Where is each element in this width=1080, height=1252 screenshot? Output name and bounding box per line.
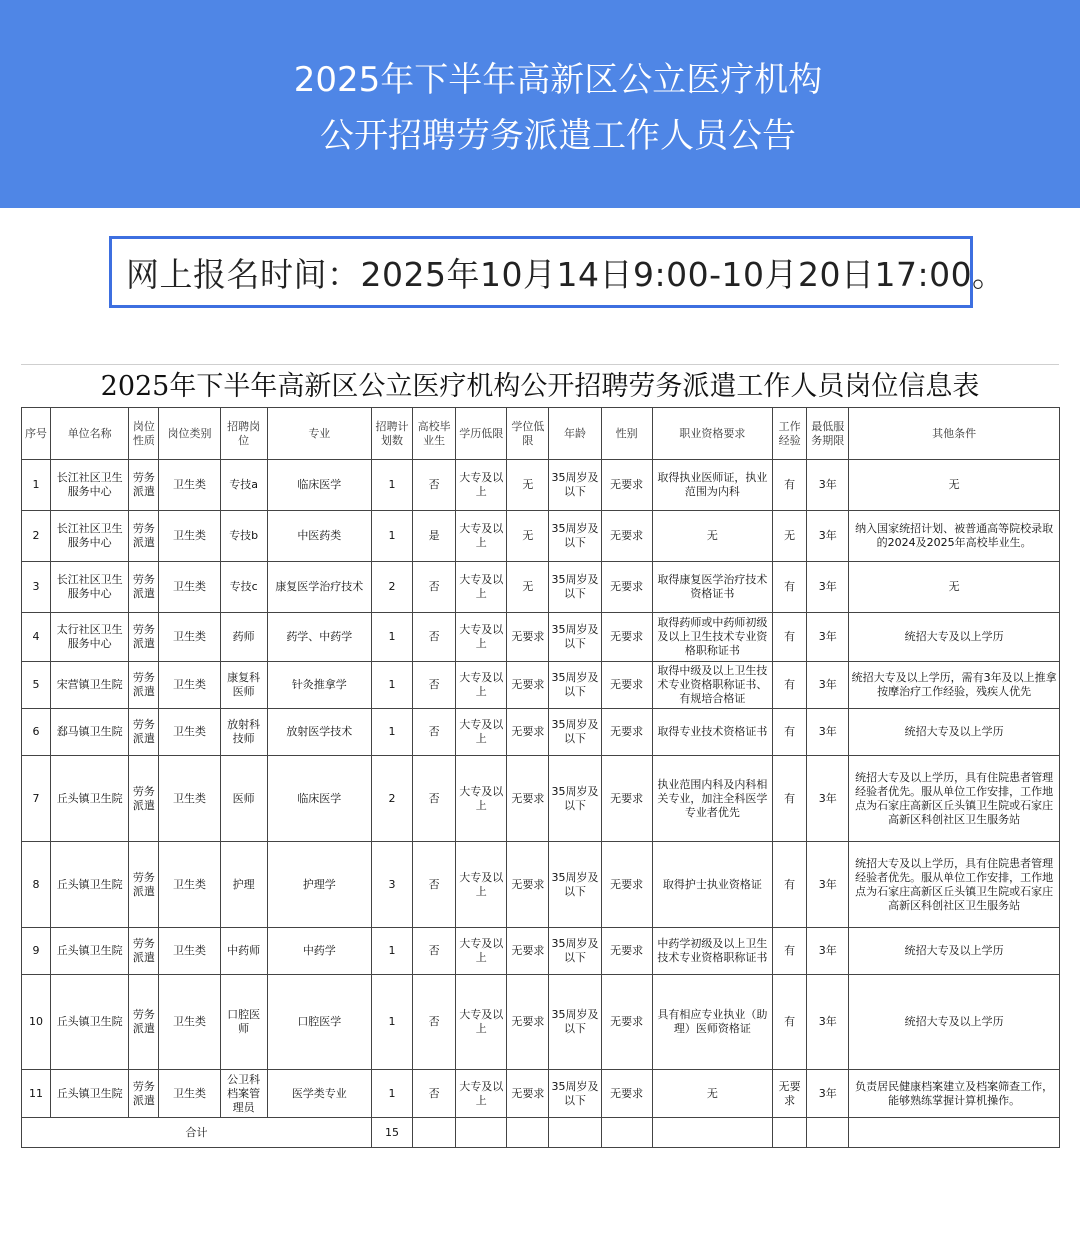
cell-education: 大专及以上 [456, 842, 507, 928]
cell-other: 统招大专及以上学历 [849, 613, 1060, 662]
cell-age: 35周岁及以下 [549, 511, 601, 562]
cell-age: 35周岁及以下 [549, 842, 601, 928]
cell-category: 卫生类 [159, 511, 220, 562]
header-cell: 工作经验 [773, 408, 807, 460]
cell-category: 卫生类 [159, 562, 220, 613]
cell-gender: 无要求 [601, 928, 652, 975]
cell-gender: 无要求 [601, 975, 652, 1070]
table-row [22, 928, 1060, 975]
registration-time-box [109, 236, 1006, 308]
table-row [22, 975, 1060, 1070]
cell-graduate: 否 [413, 756, 456, 842]
cell-major: 护理学 [267, 842, 371, 928]
cell-category: 卫生类 [159, 613, 220, 662]
table-cell [807, 1118, 849, 1148]
table-row [22, 613, 1060, 662]
cell-index: 7 [22, 756, 51, 842]
table-cell [413, 1118, 456, 1148]
cell-age: 35周岁及以下 [549, 562, 601, 613]
cell-gender: 无要求 [601, 613, 652, 662]
cell-position: 专技b [220, 511, 267, 562]
cell-unit: 丘头镇卫生院 [51, 928, 129, 975]
cell-graduate: 否 [413, 928, 456, 975]
cell-count: 3 [371, 842, 412, 928]
cell-graduate: 是 [413, 511, 456, 562]
cell-index: 2 [22, 511, 51, 562]
cell-age: 35周岁及以下 [549, 975, 601, 1070]
cell-category: 卫生类 [159, 1070, 220, 1118]
cell-category: 卫生类 [159, 928, 220, 975]
cell-qualification: 取得专业技术资格证书 [652, 709, 772, 756]
cell-degree: 无要求 [507, 842, 549, 928]
table-cell [456, 1118, 507, 1148]
cell-category: 卫生类 [159, 709, 220, 756]
cell-index: 3 [22, 562, 51, 613]
cell-index: 11 [22, 1070, 51, 1118]
header-cell: 高校毕业生 [413, 408, 456, 460]
cell-nature: 劳务派遣 [129, 709, 159, 756]
cell-experience: 无要求 [773, 1070, 807, 1118]
cell-degree: 无要求 [507, 1070, 549, 1118]
cell-service-term: 3年 [807, 662, 849, 709]
cell-count: 2 [371, 756, 412, 842]
cell-degree: 无 [507, 562, 549, 613]
cell-count: 1 [371, 709, 412, 756]
cell-gender: 无要求 [601, 511, 652, 562]
cell-index: 9 [22, 928, 51, 975]
cell-graduate: 否 [413, 842, 456, 928]
cell-position: 专技c [220, 562, 267, 613]
cell-major: 中医药类 [267, 511, 371, 562]
cell-experience: 无 [773, 511, 807, 562]
cell-graduate: 否 [413, 1070, 456, 1118]
cell-experience: 有 [773, 709, 807, 756]
cell-count: 1 [371, 975, 412, 1070]
cell-education: 大专及以上 [456, 709, 507, 756]
registration-time-text: 网上报名时间：2025年10月14日9:00-10月20日17:00。 [126, 254, 1006, 294]
cell-gender: 无要求 [601, 842, 652, 928]
header-cell: 性别 [601, 408, 652, 460]
cell-qualification: 取得护士执业资格证 [652, 842, 772, 928]
cell-position: 护理 [220, 842, 267, 928]
table-row [22, 562, 1060, 613]
cell-graduate: 否 [413, 709, 456, 756]
cell-graduate: 否 [413, 662, 456, 709]
cell-qualification: 中药学初级及以上卫生技术专业资格职称证书 [652, 928, 772, 975]
cell-service-term: 3年 [807, 842, 849, 928]
cell-service-term: 3年 [807, 613, 849, 662]
cell-other: 统招大专及以上学历，具有住院患者管理经验者优先。服从单位工作安排，工作地点为石家庄高新区丘头镇卫生院或石家庄高新区科创社区卫生服务站 [849, 842, 1060, 928]
cell-other: 统招大专及以上学历，需有3年及以上推拿按摩治疗工作经验，残疾人优先 [849, 662, 1060, 709]
cell-index: 10 [22, 975, 51, 1070]
cell-education: 大专及以上 [456, 928, 507, 975]
header-cell: 其他条件 [849, 408, 1060, 460]
header-cell: 职业资格要求 [652, 408, 772, 460]
cell-unit: 丘头镇卫生院 [51, 756, 129, 842]
cell-category: 卫生类 [159, 975, 220, 1070]
cell-unit: 长江社区卫生服务中心 [51, 562, 129, 613]
cell-unit: 丘头镇卫生院 [51, 975, 129, 1070]
cell-degree: 无 [507, 511, 549, 562]
cell-position: 专技a [220, 460, 267, 511]
cell-category: 卫生类 [159, 842, 220, 928]
cell-service-term: 3年 [807, 975, 849, 1070]
cell-index: 1 [22, 460, 51, 511]
cell-nature: 劳务派遣 [129, 975, 159, 1070]
cell-other: 统招大专及以上学历，具有住院患者管理经验者优先。服从单位工作安排，工作地点为石家庄高新区丘头镇卫生院或石家庄高新区科创社区卫生服务站 [849, 756, 1060, 842]
table-row [22, 709, 1060, 756]
cell-nature: 劳务派遣 [129, 511, 159, 562]
cell-major: 康复医学治疗技术 [267, 562, 371, 613]
table-row [22, 842, 1060, 928]
cell-category: 卫生类 [159, 756, 220, 842]
cell-qualification: 具有相应专业执业（助理）医师资格证 [652, 975, 772, 1070]
cell-education: 大专及以上 [456, 460, 507, 511]
cell-count: 1 [371, 662, 412, 709]
cell-degree: 无要求 [507, 709, 549, 756]
cell-age: 35周岁及以下 [549, 662, 601, 709]
cell-experience: 有 [773, 460, 807, 511]
cell-degree: 无要求 [507, 928, 549, 975]
cell-unit: 太行社区卫生服务中心 [51, 613, 129, 662]
cell-age: 35周岁及以下 [549, 613, 601, 662]
cell-nature: 劳务派遣 [129, 562, 159, 613]
cell-age: 35周岁及以下 [549, 756, 601, 842]
table-row [22, 511, 1060, 562]
cell-other: 统招大专及以上学历 [849, 709, 1060, 756]
cell-graduate: 否 [413, 975, 456, 1070]
cell-graduate: 否 [413, 460, 456, 511]
cell-major: 口腔医学 [267, 975, 371, 1070]
table-row [22, 756, 1060, 842]
header-cell: 年龄 [549, 408, 601, 460]
total-row [22, 1118, 1060, 1148]
cell-degree: 无要求 [507, 662, 549, 709]
cell-index: 6 [22, 709, 51, 756]
cell-unit: 宋营镇卫生院 [51, 662, 129, 709]
cell-other: 无 [849, 562, 1060, 613]
announcement-title [0, 52, 1080, 164]
cell-position: 公卫科档案管理员 [220, 1070, 267, 1118]
cell-major: 中药学 [267, 928, 371, 975]
total-label: 合计 [22, 1118, 372, 1148]
cell-service-term: 3年 [807, 928, 849, 975]
cell-major: 医学类专业 [267, 1070, 371, 1118]
cell-unit: 长江社区卫生服务中心 [51, 511, 129, 562]
header-cell: 岗位性质 [129, 408, 159, 460]
cell-index: 5 [22, 662, 51, 709]
cell-major: 临床医学 [267, 756, 371, 842]
header-cell: 学位低限 [507, 408, 549, 460]
announcement-title-line1: 2025年下半年高新区公立医疗机构 [293, 60, 823, 100]
cell-qualification: 无 [652, 1070, 772, 1118]
cell-education: 大专及以上 [456, 613, 507, 662]
cell-category: 卫生类 [159, 662, 220, 709]
cell-other: 纳入国家统招计划、被普通高等院校录取的2024及2025年高校毕业生。 [849, 511, 1060, 562]
cell-degree: 无要求 [507, 613, 549, 662]
cell-education: 大专及以上 [456, 756, 507, 842]
header-cell: 岗位类别 [159, 408, 220, 460]
positions-table [21, 407, 1060, 1148]
table-cell [549, 1118, 601, 1148]
cell-experience: 有 [773, 756, 807, 842]
cell-position: 药师 [220, 613, 267, 662]
cell-unit: 长江社区卫生服务中心 [51, 460, 129, 511]
cell-count: 1 [371, 1070, 412, 1118]
cell-major: 放射医学技术 [267, 709, 371, 756]
cell-gender: 无要求 [601, 709, 652, 756]
cell-nature: 劳务派遣 [129, 842, 159, 928]
cell-qualification: 取得药师或中药师初级及以上卫生技术专业资格职称证书 [652, 613, 772, 662]
cell-count: 1 [371, 511, 412, 562]
cell-education: 大专及以上 [456, 975, 507, 1070]
header-cell: 学历低限 [456, 408, 507, 460]
cell-unit: 郄马镇卫生院 [51, 709, 129, 756]
cell-experience: 有 [773, 842, 807, 928]
cell-nature: 劳务派遣 [129, 460, 159, 511]
cell-other: 负责居民健康档案建立及档案筛查工作，能够熟练掌握计算机操作。 [849, 1070, 1060, 1118]
table-cell [507, 1118, 549, 1148]
cell-experience: 有 [773, 975, 807, 1070]
announcement-title-line2: 公开招聘劳务派遣工作人员公告 [320, 116, 796, 156]
header-cell: 序号 [22, 408, 51, 460]
cell-count: 1 [371, 613, 412, 662]
cell-education: 大专及以上 [456, 1070, 507, 1118]
cell-nature: 劳务派遣 [129, 613, 159, 662]
header-cell: 招聘岗位 [220, 408, 267, 460]
table-cell [849, 1118, 1060, 1148]
cell-position: 中药师 [220, 928, 267, 975]
cell-service-term: 3年 [807, 511, 849, 562]
cell-index: 4 [22, 613, 51, 662]
header-cell: 单位名称 [51, 408, 129, 460]
header-cell: 最低服务期限 [807, 408, 849, 460]
cell-experience: 有 [773, 613, 807, 662]
cell-education: 大专及以上 [456, 562, 507, 613]
cell-index: 8 [22, 842, 51, 928]
cell-qualification: 执业范围内科及内科相关专业，加注全科医学专业者优先 [652, 756, 772, 842]
cell-education: 大专及以上 [456, 511, 507, 562]
cell-age: 35周岁及以下 [549, 460, 601, 511]
cell-service-term: 3年 [807, 756, 849, 842]
cell-nature: 劳务派遣 [129, 928, 159, 975]
cell-age: 35周岁及以下 [549, 1070, 601, 1118]
cell-position: 医师 [220, 756, 267, 842]
cell-position: 康复科医师 [220, 662, 267, 709]
cell-age: 35周岁及以下 [549, 928, 601, 975]
cell-age: 35周岁及以下 [549, 709, 601, 756]
cell-count: 2 [371, 562, 412, 613]
table-cell [652, 1118, 772, 1148]
cell-gender: 无要求 [601, 662, 652, 709]
cell-other: 无 [849, 460, 1060, 511]
cell-count: 1 [371, 928, 412, 975]
header-cell: 专业 [267, 408, 371, 460]
cell-other: 统招大专及以上学历 [849, 975, 1060, 1070]
cell-qualification: 取得中级及以上卫生技术专业资格职称证书、有规培合格证 [652, 662, 772, 709]
cell-qualification: 取得康复医学治疗技术资格证书 [652, 562, 772, 613]
cell-position: 口腔医师 [220, 975, 267, 1070]
total-value: 15 [371, 1118, 412, 1148]
cell-service-term: 3年 [807, 709, 849, 756]
cell-qualification: 取得执业医师证，执业范围为内科 [652, 460, 772, 511]
cell-experience: 有 [773, 928, 807, 975]
header-banner [0, 0, 1080, 208]
cell-position: 放射科技师 [220, 709, 267, 756]
cell-category: 卫生类 [159, 460, 220, 511]
table-title: 2025年下半年高新区公立医疗机构公开招聘劳务派遣工作人员岗位信息表 [21, 364, 1059, 409]
cell-major: 临床医学 [267, 460, 371, 511]
cell-degree: 无 [507, 460, 549, 511]
table-row [22, 662, 1060, 709]
cell-gender: 无要求 [601, 756, 652, 842]
cell-experience: 有 [773, 662, 807, 709]
cell-experience: 有 [773, 562, 807, 613]
cell-degree: 无要求 [507, 756, 549, 842]
cell-gender: 无要求 [601, 562, 652, 613]
header-cell: 招聘计划数 [371, 408, 412, 460]
cell-graduate: 否 [413, 562, 456, 613]
cell-nature: 劳务派遣 [129, 1070, 159, 1118]
table-cell [773, 1118, 807, 1148]
cell-count: 1 [371, 460, 412, 511]
cell-gender: 无要求 [601, 1070, 652, 1118]
cell-major: 药学、中药学 [267, 613, 371, 662]
table-cell [601, 1118, 652, 1148]
cell-degree: 无要求 [507, 975, 549, 1070]
cell-nature: 劳务派遣 [129, 662, 159, 709]
cell-unit: 丘头镇卫生院 [51, 1070, 129, 1118]
cell-service-term: 3年 [807, 1070, 849, 1118]
cell-qualification: 无 [652, 511, 772, 562]
table-header-row [22, 408, 1060, 460]
cell-major: 针灸推拿学 [267, 662, 371, 709]
cell-graduate: 否 [413, 613, 456, 662]
cell-unit: 丘头镇卫生院 [51, 842, 129, 928]
table-row [22, 1070, 1060, 1118]
table-row [22, 460, 1060, 511]
cell-service-term: 3年 [807, 562, 849, 613]
cell-gender: 无要求 [601, 460, 652, 511]
cell-nature: 劳务派遣 [129, 756, 159, 842]
table-body [22, 460, 1060, 1118]
cell-service-term: 3年 [807, 460, 849, 511]
cell-education: 大专及以上 [456, 662, 507, 709]
cell-other: 统招大专及以上学历 [849, 928, 1060, 975]
